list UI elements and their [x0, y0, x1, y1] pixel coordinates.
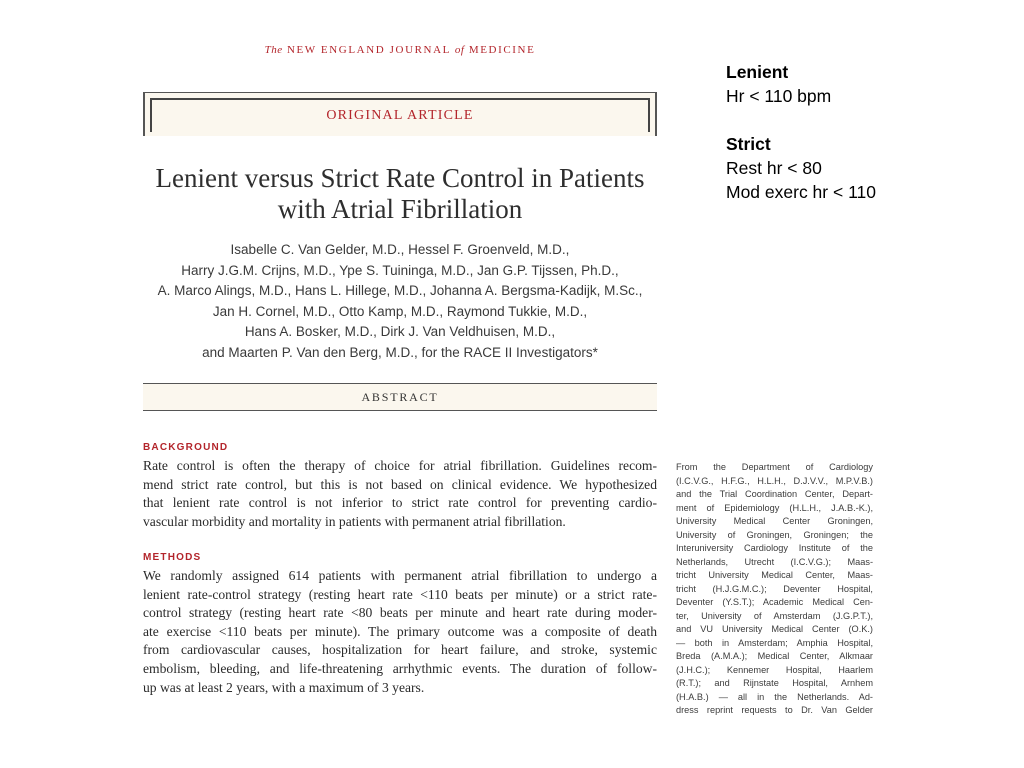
affiliation-line: University Medical Center Groningen, — [676, 516, 873, 526]
background-line: Rate control is often the therapy of choice for atrial fibrillation. Guidelines recom- — [143, 458, 657, 473]
methods-line: control strategy (resting heart rate <80 beats per minute and heart rate during moder- — [143, 605, 657, 621]
affiliation-line: Netherlands, Utrecht (I.C.V.G.); Maas- — [676, 556, 873, 567]
affiliation-line: ter, University of Amsterdam (J.G.P.T.), — [676, 610, 873, 621]
lenient-criterion: Hr < 110 bpm — [726, 86, 832, 106]
journal-name-medicine: MEDICINE — [468, 44, 536, 56]
methods-line: ate exercise <110 beats per minute). The primary outcome was a composite of death — [143, 623, 657, 639]
affiliation-line: and VU University Medical Center (O.K.) — [676, 624, 873, 634]
journal-name-the: The — [264, 44, 283, 56]
methods-line: We randomly assigned 614 patients with permanent atrial fibrillation to undergo a — [143, 568, 657, 583]
affiliation-line: (I.C.V.G., H.F.G., H.L.H., D.J.V.V., M.P.V.B.) — [676, 475, 873, 486]
journal-header — [143, 44, 657, 56]
background-line: that lenient rate control is not inferior to strict rate control for preventing cardio- — [143, 495, 657, 511]
abstract-label: ABSTRACT — [361, 389, 439, 404]
methods-text — [143, 567, 657, 697]
affiliation-line: Interuniversity Cardiology Institute of the — [676, 543, 873, 553]
affiliation-line: Breda (A.M.A.); Medical Center, Alkmaar — [676, 651, 873, 661]
affiliation-line: (R.T.); and Rijnstate Hospital, Arnhem — [676, 678, 873, 688]
background-text — [143, 457, 657, 531]
journal-name-of: of — [454, 44, 465, 56]
affiliation-line: (H.A.B.) — all in the Netherlands. Ad- — [676, 691, 873, 702]
author-line: Isabelle C. Van Gelder, M.D., Hessel F. Groenveld, M.D., — [230, 242, 570, 257]
affiliation-line: tricht (H.J.G.M.C.); Deventer Hospital, — [676, 583, 873, 594]
methods-line: up was at least 2 years, with a maximum of 3 years. — [143, 679, 425, 695]
affiliation-line: and the Trial Coordination Center, Depart- — [676, 489, 873, 499]
author-list — [143, 240, 657, 363]
methods-line: embolism, bleeding, and life-threatening arrhythmic events. The duration of follow- — [143, 660, 657, 676]
affiliation-line: — both in Amsterdam; Amphia Hospital, — [676, 637, 873, 648]
strict-heading: Strict — [726, 134, 771, 154]
author-line: Harry J.G.M. Crijns, M.D., Ype S. Tuininga, M.D., Jan G.P. Tijssen, Ph.D., — [181, 262, 619, 278]
affiliation-line: From the Department of Cardiology — [676, 462, 873, 472]
affiliations-sidebar — [676, 461, 873, 715]
author-line: and Maarten P. Van den Berg, M.D., for the RACE II Investigators* — [202, 344, 598, 360]
author-line: Jan H. Cornel, M.D., Otto Kamp, M.D., Raymond Tukkie, M.D., — [212, 303, 588, 319]
title-line: with Atrial Fibrillation — [277, 194, 523, 224]
article-type-band — [143, 92, 657, 136]
strict-criterion-exercise: Mod exerc hr < 110 — [726, 182, 876, 202]
background-heading: BACKGROUND — [143, 442, 229, 453]
article-title — [143, 163, 657, 225]
author-line: Hans A. Bosker, M.D., Dirk J. Van Veldhuisen, M.D., — [244, 324, 556, 339]
methods-heading: METHODS — [143, 552, 202, 563]
affiliation-line: (J.H.C.); Kennemer Hospital, Haarlem — [676, 664, 873, 675]
affiliation-line: Deventer (Y.S.T.); Academic Medical Cen- — [676, 597, 873, 607]
rate-control-notes — [726, 60, 876, 204]
title-line: Lenient versus Strict Rate Control in Patients — [155, 163, 645, 193]
strict-criterion-rest: Rest hr < 80 — [726, 158, 822, 178]
affiliation-line: ment of Epidemiology (H.L.H., J.A.B.-K.), — [676, 502, 873, 513]
affiliation-line: tricht University Medical Center, Maas- — [676, 570, 873, 580]
methods-line: lenient rate-control strategy (resting heart rate <110 beats per minute) or a strict rate- — [143, 586, 657, 602]
affiliation-line: University of Groningen, Groningen; the — [676, 529, 873, 540]
lenient-heading: Lenient — [726, 62, 789, 82]
journal-name-main: NEW ENGLAND JOURNAL — [286, 44, 451, 56]
notes-spacer — [726, 108, 876, 132]
methods-line: from cardiovascular causes, hospitalization for heart failure, and stroke, systemic — [143, 642, 657, 658]
abstract-bar — [143, 383, 657, 411]
background-line: vascular morbidity and mortality in patients with permanent atrial fibrillation. — [143, 513, 566, 529]
article-type-label: ORIGINAL ARTICLE — [326, 108, 474, 123]
affiliation-line: dress reprint requests to Dr. Van Gelder — [676, 705, 873, 715]
article-type-box — [150, 98, 650, 132]
author-line: A. Marco Alings, M.D., Hans L. Hillege, M.D., Johanna A. Bergsma-Kadijk, M.Sc., — [157, 283, 643, 298]
background-line: mend strict rate control, but this is not based on clinical evidence. We hypothesized — [143, 476, 657, 492]
